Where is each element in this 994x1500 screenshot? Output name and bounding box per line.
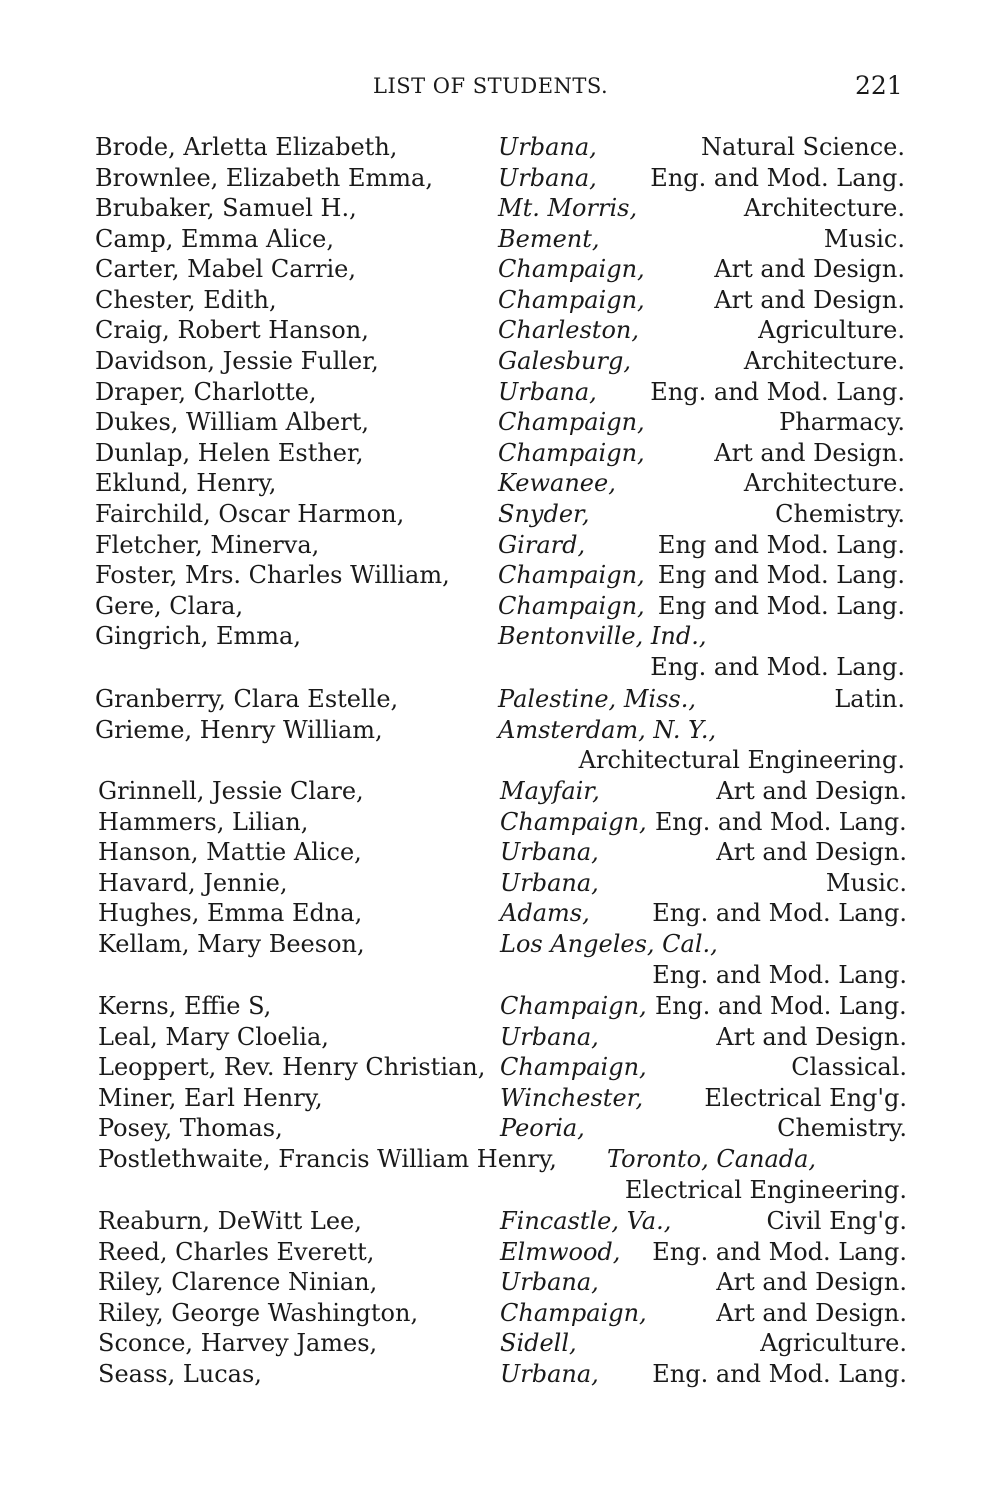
student-name: Foster, Mrs. Charles William, <box>95 561 450 589</box>
student-hometown: Champaign, <box>498 561 645 589</box>
student-name: Reaburn, DeWitt Lee, <box>98 1207 362 1235</box>
student-hometown: Champaign, <box>498 439 645 467</box>
student-hometown: Toronto, Canada, <box>607 1145 817 1173</box>
student-department: Eng. and Mod. Lang. <box>652 1360 907 1388</box>
student-hometown: Urbana, <box>500 1023 599 1051</box>
student-name: Eklund, Henry, <box>95 469 277 497</box>
student-hometown: Champaign, <box>498 286 645 314</box>
student-name: Fairchild, Oscar Harmon, <box>95 500 405 528</box>
student-hometown: Los Angeles, Cal., <box>500 930 718 958</box>
student-name: Postlethwaite, Francis William Henry, <box>98 1145 557 1173</box>
student-department: Eng and Mod. Lang. <box>657 592 905 620</box>
student-name: Kellam, Mary Beeson, <box>98 930 365 958</box>
student-department: Eng. and Mod. Lang. <box>650 653 905 681</box>
student-name: Grieme, Henry William, <box>95 716 383 744</box>
student-hometown: Urbana, <box>498 133 597 161</box>
student-department: Eng. and Mod. Lang. <box>652 1238 907 1266</box>
student-name: Sconce, Harvey James, <box>98 1329 378 1357</box>
student-hometown: Champaign, <box>500 808 647 836</box>
student-department: Architecture. <box>743 347 905 375</box>
student-hometown: Urbana, <box>500 869 599 897</box>
student-department: Eng. and Mod. Lang. <box>655 992 907 1020</box>
student-department: Eng and Mod. Lang. <box>657 561 905 589</box>
student-name: Granberry, Clara Estelle, <box>95 685 399 713</box>
student-name: Brubaker, Samuel H., <box>95 194 357 222</box>
student-department: Art and Design. <box>716 838 907 866</box>
student-name: Seass, Lucas, <box>98 1360 262 1388</box>
student-hometown: Bement, <box>498 225 600 253</box>
student-department: Eng. and Mod. Lang. <box>652 961 907 989</box>
student-hometown: Amsterdam, N. Y., <box>498 716 717 744</box>
student-name: Draper, Charlotte, <box>95 378 317 406</box>
student-name: Havard, Jennie, <box>98 869 288 897</box>
student-hometown: Urbana, <box>498 378 597 406</box>
student-name: Posey, Thomas, <box>98 1114 283 1142</box>
student-hometown: Adams, <box>500 899 590 927</box>
student-department: Classical. <box>791 1053 907 1081</box>
student-name: Fletcher, Minerva, <box>95 531 320 559</box>
student-department: Eng. and Mod. Lang. <box>650 164 905 192</box>
student-name: Dukes, William Albert, <box>95 408 369 436</box>
student-department: Eng. and Mod. Lang. <box>655 808 907 836</box>
student-name: Riley, George Washington, <box>98 1299 419 1327</box>
student-name: Gere, Clara, <box>95 592 244 620</box>
student-hometown: Bentonville, Ind., <box>498 622 707 650</box>
student-hometown: Mayfair, <box>500 777 600 805</box>
student-department: Art and Design. <box>714 439 905 467</box>
student-department: Architecture. <box>743 469 905 497</box>
student-name: Hughes, Emma Edna, <box>98 899 363 927</box>
student-hometown: Urbana, <box>500 1268 599 1296</box>
student-hometown: Urbana, <box>500 1360 599 1388</box>
student-department: Chemistry. <box>775 500 905 528</box>
student-name: Brode, Arletta Elizabeth, <box>95 133 398 161</box>
student-hometown: Urbana, <box>500 838 599 866</box>
student-department: Art and Design. <box>716 777 907 805</box>
student-hometown: Fincastle, Va., <box>500 1207 672 1235</box>
student-department: Art and Design. <box>714 255 905 283</box>
student-department: Electrical Engineering. <box>624 1176 907 1204</box>
student-hometown: Sidell, <box>500 1329 577 1357</box>
student-name: Davidson, Jessie Fuller, <box>95 347 379 375</box>
student-hometown: Mt. Morris, <box>498 194 638 222</box>
student-department: Art and Design. <box>716 1023 907 1051</box>
student-department: Eng and Mod. Lang. <box>657 531 905 559</box>
student-name: Craig, Robert Hanson, <box>95 316 369 344</box>
student-name: Grinnell, Jessie Clare, <box>98 777 364 805</box>
student-name: Leoppert, Rev. Henry Christian, <box>98 1053 486 1081</box>
student-hometown: Winchester, <box>500 1084 644 1112</box>
student-department: Agriculture. <box>758 316 905 344</box>
student-name: Dunlap, Helen Esther, <box>95 439 364 467</box>
student-department: Agriculture. <box>760 1329 907 1357</box>
student-department: Pharmacy. <box>779 408 905 436</box>
student-department: Art and Design. <box>716 1299 907 1327</box>
running-header: LIST OF STUDENTS. <box>373 74 609 98</box>
page-number: 221 <box>855 71 903 100</box>
student-hometown: Peoria, <box>500 1114 585 1142</box>
student-hometown: Champaign, <box>500 1053 647 1081</box>
student-department: Eng. and Mod. Lang. <box>650 378 905 406</box>
student-department: Art and Design. <box>716 1268 907 1296</box>
student-hometown: Champaign, <box>498 255 645 283</box>
student-hometown: Urbana, <box>498 164 597 192</box>
student-department: Music. <box>825 869 907 897</box>
student-name: Riley, Clarence Ninian, <box>98 1268 378 1296</box>
student-hometown: Champaign, <box>500 992 647 1020</box>
student-department: Electrical Eng'g. <box>704 1084 907 1112</box>
student-hometown: Elmwood, <box>500 1238 621 1266</box>
student-name: Hanson, Mattie Alice, <box>98 838 362 866</box>
student-department: Music. <box>823 225 905 253</box>
student-name: Camp, Emma Alice, <box>95 225 334 253</box>
student-department: Latin. <box>834 685 905 713</box>
student-department: Architectural Engineering. <box>578 746 905 774</box>
student-hometown: Palestine, Miss., <box>498 685 696 713</box>
student-name: Carter, Mabel Carrie, <box>95 255 356 283</box>
student-department: Art and Design. <box>714 286 905 314</box>
student-name: Brownlee, Elizabeth Emma, <box>95 164 433 192</box>
student-hometown: Girard, <box>498 531 586 559</box>
student-department: Chemistry. <box>777 1114 907 1142</box>
student-name: Chester, Edith, <box>95 286 277 314</box>
student-hometown: Galesburg, <box>498 347 631 375</box>
student-hometown: Kewanee, <box>498 469 616 497</box>
student-department: Architecture. <box>743 194 905 222</box>
student-hometown: Champaign, <box>498 408 645 436</box>
student-hometown: Champaign, <box>500 1299 647 1327</box>
student-name: Reed, Charles Everett, <box>98 1238 375 1266</box>
student-name: Gingrich, Emma, <box>95 622 301 650</box>
student-name: Kerns, Effie S, <box>98 992 272 1020</box>
student-department: Natural Science. <box>701 133 905 161</box>
student-name: Miner, Earl Henry, <box>98 1084 323 1112</box>
student-department: Eng. and Mod. Lang. <box>652 899 907 927</box>
student-name: Leal, Mary Cloelia, <box>98 1023 329 1051</box>
student-hometown: Charleston, <box>498 316 639 344</box>
student-hometown: Snyder, <box>498 500 590 528</box>
student-name: Hammers, Lilian, <box>98 808 309 836</box>
student-department: Civil Eng'g. <box>766 1207 907 1235</box>
student-hometown: Champaign, <box>498 592 645 620</box>
